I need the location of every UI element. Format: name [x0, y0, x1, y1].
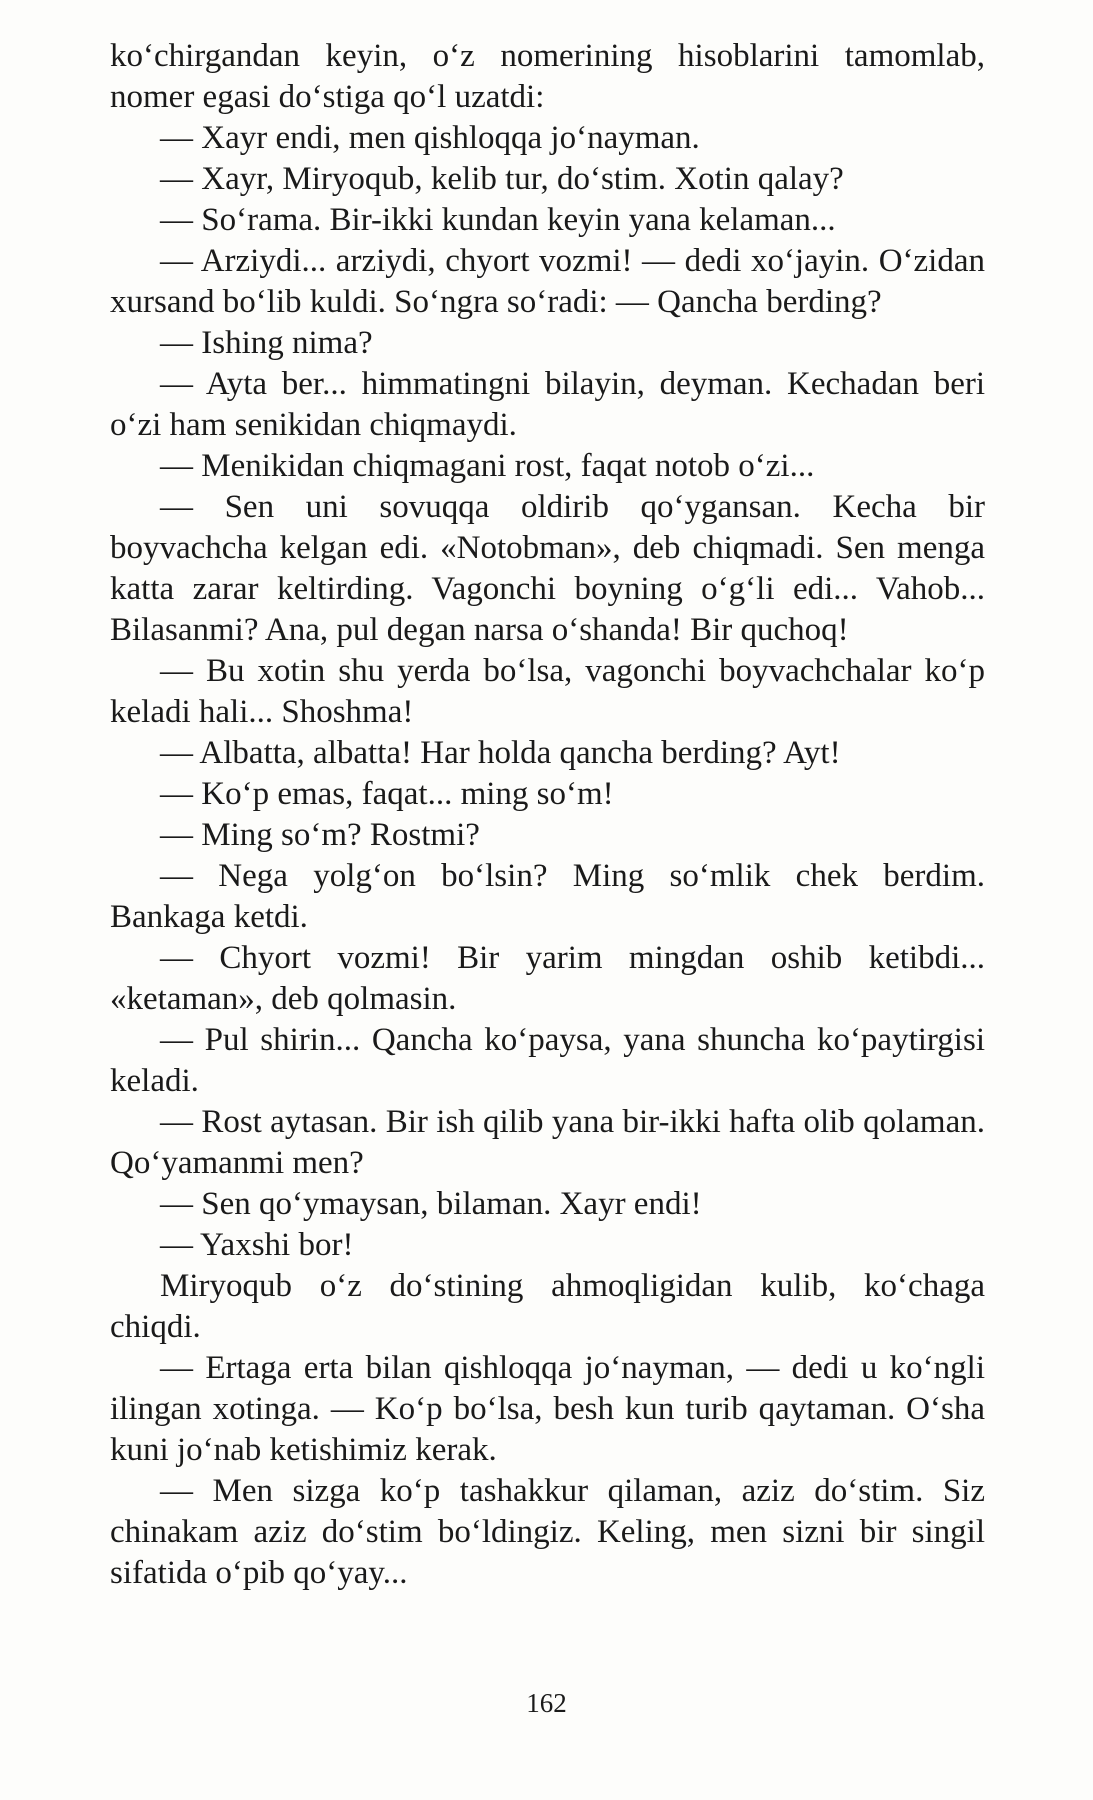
- paragraph: — Ayta ber... himmatingni bilayin, deyman. Kechadan beri o‘zi ham senikidan chiqmaydi.: [110, 366, 985, 443]
- paragraph: — Xayr, Miryoqub, kelib tur, do‘stim. Xotin qalay?: [160, 161, 844, 197]
- paragraph: — Sen qo‘ymaysan, bilaman. Xayr endi!: [160, 1186, 702, 1222]
- paragraph: — Sen uni sovuqqa oldirib qo‘ygansan. Kecha bir boyvachcha kelgan edi. «Notobman», deb chiqmadi. Sen menga katta zarar keltirding. Vagonchi boyning o‘g‘li edi... Vahob... Bilasanmi? Ana, pul degan narsa o‘shanda! Bir quchoq!: [110, 489, 985, 648]
- paragraph: — Yaxshi bor!: [160, 1227, 354, 1263]
- paragraph: — Chyort vozmi! Bir yarim mingdan oshib ketibdi... «ketaman», deb qolmasin.: [110, 940, 985, 1017]
- paragraph: Miryoqub o‘z do‘stining ahmoqligidan kulib, ko‘chaga chiqdi.: [110, 1268, 985, 1345]
- page-number: 162: [526, 1688, 567, 1718]
- paragraph: — Bu xotin shu yerda bo‘lsa, vagonchi boyvachchalar ko‘p keladi hali... Shoshma!: [110, 653, 985, 730]
- paragraph: — Ko‘p emas, faqat... ming so‘m!: [160, 776, 614, 812]
- paragraph: — Rost aytasan. Bir ish qilib yana bir-ikki hafta olib qolaman. Qo‘yamanmi men?: [110, 1104, 985, 1181]
- paragraph: — Ertaga erta bilan qishloqqa jo‘nayman, — dedi u ko‘ngli ilingan xotinga. — Ko‘p bo‘lsa, besh kun turib qaytaman. O‘sha kuni jo‘nab ketishimiz kerak.: [110, 1350, 985, 1468]
- paragraph: — Ming so‘m? Rostmi?: [160, 817, 480, 853]
- paragraph: — Men sizga ko‘p tashakkur qilaman, aziz do‘stim. Siz chinakam aziz do‘stim bo‘ldingiz. Keling, men sizni bir singil sifatida o‘pib qo‘yay...: [110, 1473, 985, 1591]
- paragraph: — Menikidan chiqmagani rost, faqat notob o‘zi...: [160, 448, 815, 484]
- paragraph: — Xayr endi, men qishloqqa jo‘nayman.: [160, 120, 700, 156]
- paragraph: — Albatta, albatta! Har holda qancha berding? Ayt!: [160, 735, 841, 771]
- paragraph: — So‘rama. Bir-ikki kundan keyin yana kelaman...: [160, 202, 836, 238]
- paragraph: — Ishing nima?: [160, 325, 373, 361]
- paragraph: — Pul shirin... Qancha ko‘paysa, yana shuncha ko‘paytirgisi keladi.: [110, 1022, 985, 1099]
- paragraph: — Arziydi... arziydi, chyort vozmi! — dedi xo‘jayin. O‘zidan xursand bo‘lib kuldi. So‘ngra so‘radi: — Qancha berding?: [110, 243, 985, 320]
- body-text: [110, 36, 985, 1594]
- paragraph: ko‘chirgandan keyin, o‘z nomerining hisoblarini tamomlab, nomer egasi do‘stiga qo‘l uzatdi:: [110, 38, 985, 115]
- paragraph: — Nega yolg‘on bo‘lsin? Ming so‘mlik chek berdim. Bankaga ketdi.: [110, 858, 985, 935]
